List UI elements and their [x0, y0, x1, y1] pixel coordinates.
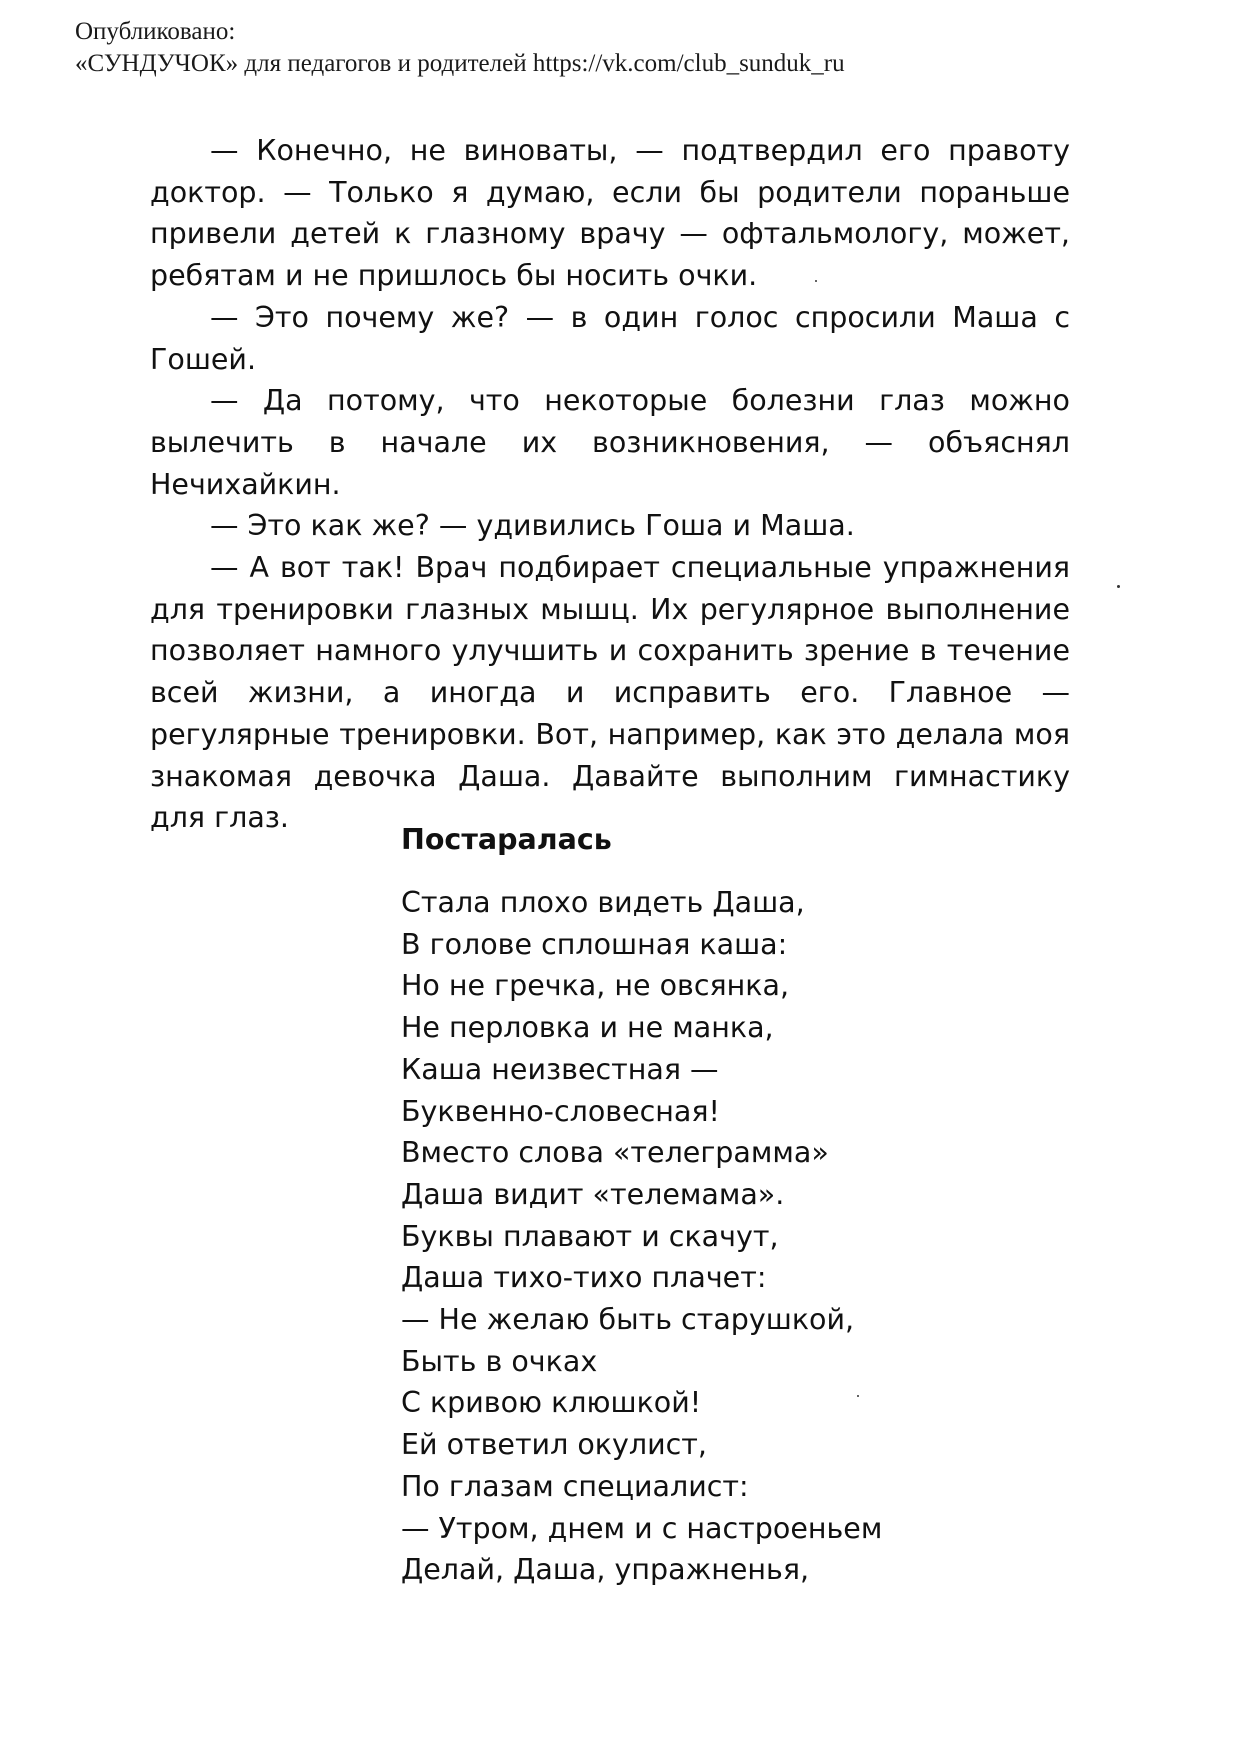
poem-line: Даша тихо-тихо плачет: — [401, 1261, 767, 1295]
poem-line: Буквы плавают и скачут, — [401, 1219, 779, 1253]
poem-line: Ей ответил окулист, — [401, 1428, 707, 1462]
paragraph: — Это почему же? — в один голос спросили Маша с Гошей. — [150, 300, 1070, 376]
scan-speck — [857, 1395, 859, 1397]
poem-line: Вместо слова «телеграмма» — [401, 1136, 829, 1170]
scan-speck — [815, 280, 817, 282]
poem-line: — Утром, днем и с настроеньем — [401, 1511, 883, 1545]
source-line: «СУНДУЧОК» для педагогов и родителей https://vk.com/club_sunduk_ru — [75, 50, 845, 77]
poem-line: Буквенно-словесная! — [401, 1094, 720, 1128]
scan-speck — [1117, 585, 1120, 588]
poem-line: Быть в очках — [401, 1344, 598, 1378]
paragraph: — А вот так! Врач подбирает специальные упражнения для тренировки глазных мышц. Их регулярное выполнение позволяет намного улучшить и сохранить зрение в течение всей жизни, а иногда и исправить его. Главное — регулярные тренировки. Вот, например, как это делала моя знакомая девочка Даша. Давайте выполним гимнастику для глаз. — [150, 551, 1070, 835]
poem-line: — Не желаю быть старушкой, — [401, 1303, 855, 1337]
poem-line: Но не гречка, не овсянка, — [401, 969, 790, 1003]
poem-line: Стала плохо видеть Даша, — [401, 886, 805, 919]
poem-line: С кривою клюшкой! — [401, 1386, 702, 1420]
poem-line: В голове сплошная каша: — [401, 927, 788, 961]
story-text — [150, 130, 1070, 839]
published-label: Опубликовано: — [75, 18, 236, 45]
poem-title: Постаралась — [401, 823, 612, 856]
poem-line: Не перловка и не манка, — [401, 1011, 774, 1045]
poem-line: Даша видит «телемама». — [401, 1177, 785, 1211]
paragraph: — Да потому, что некоторые болезни глаз можно вылечить в начале их возникновения, — объяснял Нечихайкин. — [150, 384, 1070, 501]
paragraph: — Конечно, не виноваты, — подтвердил его правоту доктор. — Только я думаю, если бы родители пораньше привели детей к глазному врачу — офтальмологу, может, ребятам и не пришлось бы носить очки. — [150, 134, 1070, 293]
poem-line: Делай, Даша, упражненья, — [401, 1553, 810, 1587]
poem-line: Каша неизвестная — — [401, 1052, 719, 1086]
poem — [401, 820, 882, 1591]
poem-line: По глазам специалист: — [401, 1469, 749, 1503]
paragraph: — Это как же? — удивились Гоша и Маша. — [210, 509, 855, 543]
publication-header — [75, 16, 845, 80]
